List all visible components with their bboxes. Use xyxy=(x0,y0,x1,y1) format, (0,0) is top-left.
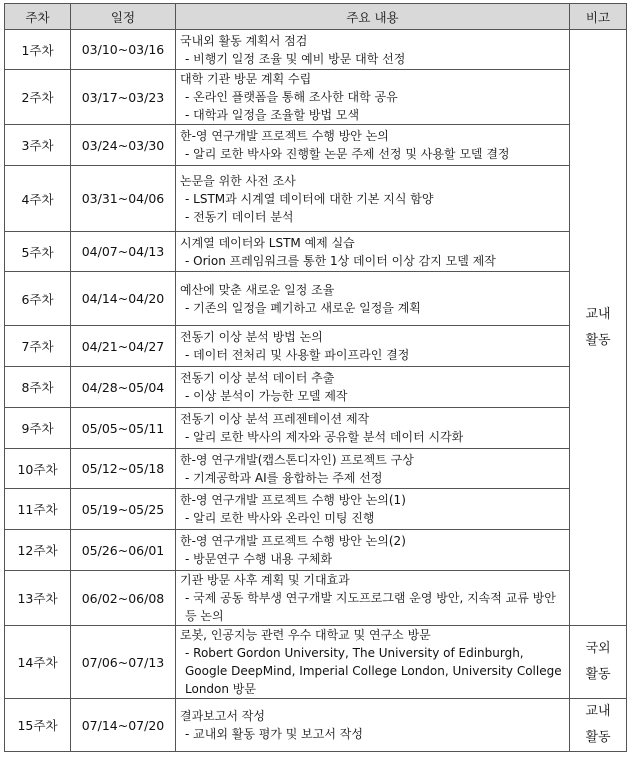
content-cell xyxy=(176,699,570,752)
date-cell: 04/21~04/27 xyxy=(71,326,176,367)
content-detail: - 대학과 일정을 조율할 방법 모색 xyxy=(185,108,360,122)
week-cell: 8주차 xyxy=(5,367,71,408)
table-row xyxy=(5,232,627,272)
table-row xyxy=(5,408,627,449)
header-row xyxy=(5,4,627,30)
content-detail: - 데이터 전처리 및 사용할 파이프라인 결정 xyxy=(185,348,410,362)
table-row xyxy=(5,626,627,699)
header-content: 주요 내용 xyxy=(176,4,570,30)
content-detail: - 온라인 플랫폼을 통해 조사한 대학 공유 xyxy=(185,90,398,104)
date-cell: 05/26~06/01 xyxy=(71,530,176,571)
header-remark: 비고 xyxy=(570,4,627,30)
table-row xyxy=(5,489,627,530)
schedule-body xyxy=(5,30,627,752)
content-cell xyxy=(176,449,570,489)
content-title: 기관 방문 사후 계획 및 기대효과 xyxy=(180,573,350,587)
table-row xyxy=(5,449,627,489)
content-cell xyxy=(176,489,570,530)
content-detail: - 이상 분석이 가능한 모델 제작 xyxy=(185,389,348,403)
date-cell: 03/31~04/06 xyxy=(71,166,176,232)
content-title: 예산에 맞춘 새로운 일정 조율 xyxy=(180,282,335,297)
content-title: 전동기 이상 분석 데이터 추출 xyxy=(180,371,335,385)
content-detail: - 알리 로한 박사와 진행할 논문 주제 선정 및 사용할 모델 결정 xyxy=(185,147,510,161)
remark-cell: 교내 활동 xyxy=(570,699,627,752)
date-cell: 04/07~04/13 xyxy=(71,232,176,272)
content-title: 국내외 활동 계획서 점검 xyxy=(180,33,308,48)
date-cell: 07/14~07/20 xyxy=(71,699,176,752)
content-detail: - 전동기 데이터 분석 xyxy=(185,209,294,224)
content-cell xyxy=(176,408,570,449)
date-cell: 07/06~07/13 xyxy=(71,626,176,699)
content-cell xyxy=(176,125,570,166)
content-title: 한-영 연구개발 프로젝트 수행 방안 논의(2) xyxy=(180,534,406,548)
content-title: 시계열 데이터와 LSTM 예제 실습 xyxy=(180,235,355,250)
table-row xyxy=(5,326,627,367)
content-detail: - 비행기 일정 조율 및 예비 방문 대학 선정 xyxy=(185,51,406,66)
content-cell xyxy=(176,232,570,272)
week-cell: 4주차 xyxy=(5,166,71,232)
content-detail: - 알리 로한 박사의 제자와 공유할 분석 데이터 시각화 xyxy=(185,430,464,444)
week-cell: 13주차 xyxy=(5,571,71,626)
content-cell xyxy=(176,272,570,326)
header-date: 일정 xyxy=(71,4,176,30)
content-title: 전동기 이상 분석 프레젠테이션 제작 xyxy=(180,412,370,426)
week-cell: 14주차 xyxy=(5,626,71,699)
week-cell: 11주차 xyxy=(5,489,71,530)
content-detail: - 기계공학과 AI를 융합하는 주제 선정 xyxy=(185,470,383,485)
date-cell: 04/28~05/04 xyxy=(71,367,176,408)
date-cell: 06/02~06/08 xyxy=(71,571,176,626)
table-row xyxy=(5,272,627,326)
content-detail: - 방문연구 수행 내용 구체화 xyxy=(185,552,333,566)
content-title: 한-영 연구개발(캡스톤디자인) 프로젝트 구상 xyxy=(180,452,414,467)
remark-cell: 교내 활동 xyxy=(570,30,627,626)
date-cell: 03/17~03/23 xyxy=(71,70,176,125)
content-title: 대학 기관 방문 계획 수립 xyxy=(180,72,312,86)
date-cell: 05/05~05/11 xyxy=(71,408,176,449)
header-week: 주차 xyxy=(5,4,71,30)
week-cell: 5주차 xyxy=(5,232,71,272)
table-row xyxy=(5,125,627,166)
table-row xyxy=(5,367,627,408)
week-cell: 9주차 xyxy=(5,408,71,449)
content-title: 로봇, 인공지능 관련 우수 대학교 및 연구소 방문 xyxy=(180,628,431,642)
content-title: 한-영 연구개발 프로젝트 수행 방안 논의(1) xyxy=(180,493,406,507)
content-title: 전동기 이상 분석 방법 논의 xyxy=(180,330,323,344)
content-cell xyxy=(176,571,570,626)
content-title: 결과보고서 작성 xyxy=(180,709,265,723)
table-row xyxy=(5,30,627,70)
content-detail: - 기존의 일정을 폐기하고 새로운 일정을 계획 xyxy=(185,300,421,315)
week-cell: 12주차 xyxy=(5,530,71,571)
week-cell: 1주차 xyxy=(5,30,71,70)
date-cell: 04/14~04/20 xyxy=(71,272,176,326)
date-cell: 05/12~05/18 xyxy=(71,449,176,489)
table-row xyxy=(5,70,627,125)
table-row xyxy=(5,699,627,752)
content-title: 한-영 연구개발 프로젝트 수행 방안 논의 xyxy=(180,129,389,143)
content-title: 논문을 위한 사전 조사 xyxy=(180,173,296,188)
table-row xyxy=(5,166,627,232)
content-cell xyxy=(176,30,570,70)
content-detail: - 국제 공동 학부생 연구개발 지도프로그램 운영 방안, 지속적 교류 방안 등 논의 xyxy=(185,591,556,623)
table-row xyxy=(5,571,627,626)
content-detail: - 알리 로한 박사와 온라인 미팅 진행 xyxy=(185,511,375,525)
week-cell: 2주차 xyxy=(5,70,71,125)
week-cell: 15주차 xyxy=(5,699,71,752)
week-cell: 10주차 xyxy=(5,449,71,489)
week-cell: 6주차 xyxy=(5,272,71,326)
content-cell xyxy=(176,326,570,367)
content-cell xyxy=(176,530,570,571)
week-cell: 7주차 xyxy=(5,326,71,367)
date-cell: 03/10~03/16 xyxy=(71,30,176,70)
content-cell xyxy=(176,70,570,125)
content-detail: - 교내외 활동 평가 및 보고서 작성 xyxy=(185,727,363,741)
content-detail: - LSTM과 시계열 데이터에 대한 기본 지식 함양 xyxy=(185,191,434,206)
content-cell xyxy=(176,367,570,408)
content-detail: - Robert Gordon University, The University of Edinburgh, Google DeepMind, Imperial College London, University College London 방문 xyxy=(185,646,562,696)
date-cell: 03/24~03/30 xyxy=(71,125,176,166)
content-detail: - Orion 프레임워크를 통한 1상 데이터 이상 감지 모델 제작 xyxy=(185,253,496,268)
date-cell: 05/19~05/25 xyxy=(71,489,176,530)
content-cell xyxy=(176,626,570,699)
remark-cell: 국외 활동 xyxy=(570,626,627,699)
table-row xyxy=(5,530,627,571)
week-cell: 3주차 xyxy=(5,125,71,166)
schedule-table xyxy=(4,3,627,752)
content-cell xyxy=(176,166,570,232)
